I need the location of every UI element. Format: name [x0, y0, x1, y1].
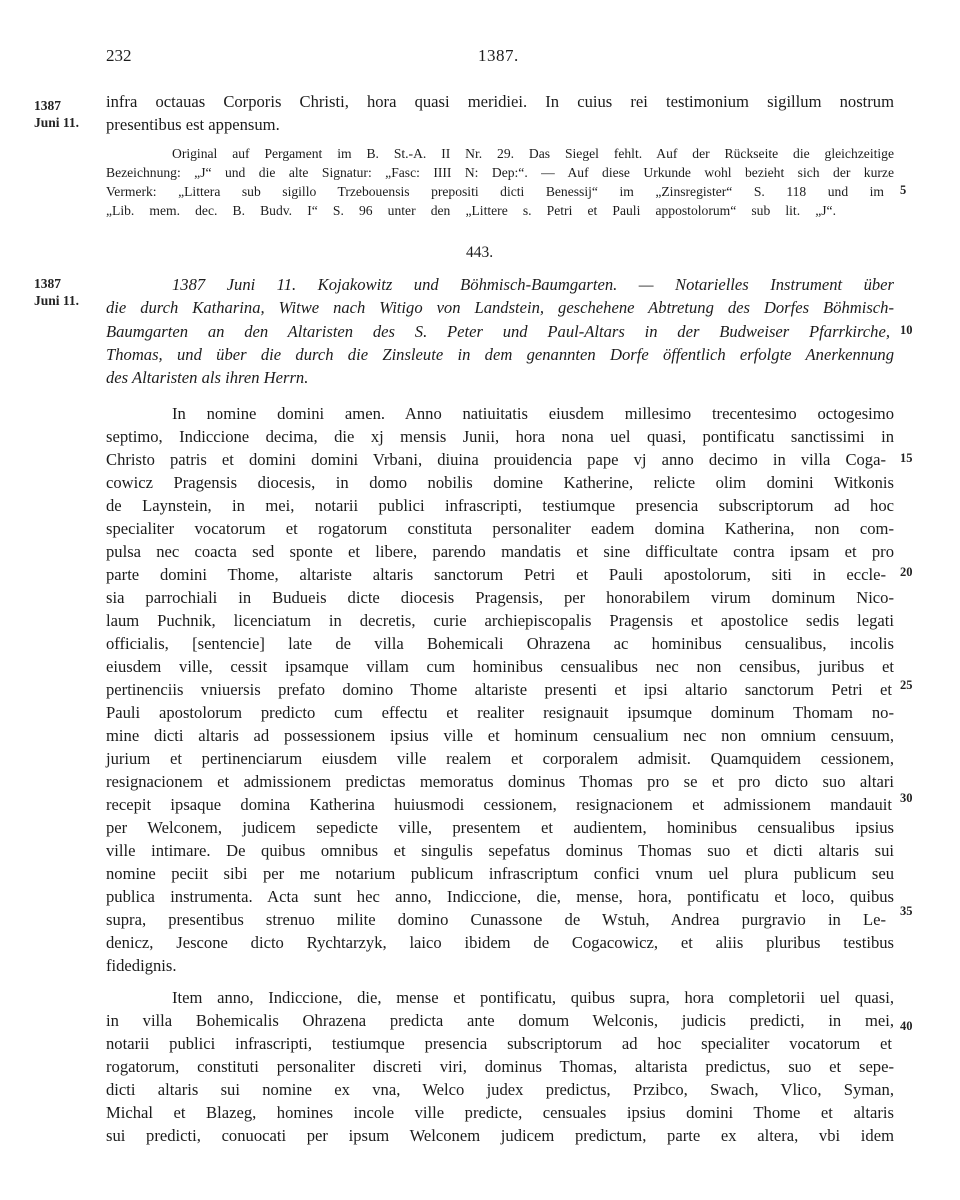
body-line: pulsa nec coacta sed sponte et libere, parendo mandatis et sine difficultate contra ipsam et pro [106, 542, 894, 561]
body-line: laum Puchnik, licenciatum in decretis, curie archiepiscopalis Pragensis et apostolice sedis legati [106, 611, 894, 630]
note-line: Original auf Pergament im B. St.-A. II Nr. 29. Das Siegel fehlt. Auf der Rückseite die gleichzeitige [172, 146, 894, 161]
margin-day: Juni 11. [34, 293, 80, 308]
body-line: Christo patris et domini domini Vrbani, diuina prouidencia pape vj anno decimo in villa Coga- [106, 450, 886, 469]
line-number: 15 [900, 451, 913, 465]
body-line: denicz, Jescone dicto Rychtarzyk, laico ibidem de Cogacowicz, et aliis pluribus testibus [106, 933, 894, 952]
line-number: 30 [900, 791, 913, 805]
note-line: Vermerk: „Littera sub sigillo Trzebouensis prepositi dicti Benessij“ im „Zinsregister“ S. 118 und im [106, 184, 884, 199]
body-line: in villa Bohemicalis Ohrazena predicta ante domum Welconis, judicis predicti, in mei, [106, 1011, 894, 1030]
body-line: In nomine domini amen. Anno natiuitatis eiusdem millesimo trecentesimo octogesimo [172, 404, 894, 423]
line-number: 10 [900, 323, 913, 337]
body-line: rogatorum, constituti personaliter discreti viri, dominus Thomas, altarista predictus, suo et sepe- [106, 1057, 894, 1076]
body-line: septimo, Indiccione decima, die xj mensis Junii, hora nona uel quasi, pontificatu sanctissimi in [106, 427, 894, 446]
line-number: 25 [900, 678, 913, 692]
body-line: mine dicti altaris ad possessionem ipsius ville et hominum censualium nec non omnium censuum, [106, 726, 894, 745]
body-line: nomine peciit sibi per me notarium publicum infrascriptum confici vnum uel plura publicum seu [106, 864, 894, 883]
body-line: ville intimare. De quibus omnibus et singulis sepefatus dominus Thomas suo et dicti altaris sui [106, 841, 894, 860]
body-line: eiusdem ville, cessit ipsamque villam cum hominibus censualibus nec non censibus, juribus et [106, 657, 894, 676]
body-line: notarii publici infrascripti, testiumque presencia subscriptorum ad hoc specialiter vocatorum et [106, 1034, 892, 1053]
body-line: parte domini Thome, altariste altaris sanctorum Petri et Pauli apostolorum, siti in eccle- [106, 565, 886, 584]
body-line: Michal et Blazeg, homines incole ville predicte, censuales ipsius domini Thome et altaris [106, 1103, 894, 1122]
body-line: pertinenciis vniuersis prefato domino Thome altariste presenti et ipsi altario sanctorum Petri et [106, 680, 892, 699]
body-line: cowicz Pragensis diocesis, in domo nobilis domine Katherine, relicte olim domini Witkonis [106, 473, 894, 492]
line-number: 5 [900, 183, 907, 197]
body-line: sui predicti, conuocati per ipsum Welconem judicem predictum, parte ex altera, vbi idem [106, 1126, 894, 1145]
intro-line: presentibus est appensum. [106, 115, 280, 134]
body-line: jurium et pertinenciarum eiusdem ville realem et corporalem admisit. Quamquidem cessionem, [106, 749, 894, 768]
line-number: 40 [900, 1019, 913, 1033]
line-number: 35 [900, 904, 913, 918]
margin-date-2 [34, 275, 79, 309]
body-line: resignacionem et admissionem predictas memoratus dominus Thomas pro se et pro dicto suo altari [106, 772, 894, 791]
page-number: 232 [106, 46, 132, 65]
summary-line: die durch Katharina, Witwe nach Witigo von Landstein, geschehene Abtretung des Dorfes Böhmisch- [106, 298, 894, 317]
summary-line: des Altaristen als ihren Herrn. [106, 368, 309, 387]
margin-year: 1387 [34, 276, 61, 291]
body-line: Pauli apostolorum predicto cum effectu et realiter resignauit ipsumque dominum Thomam no- [106, 703, 894, 722]
body-line: Item anno, Indiccione, die, mense et pontificatu, quibus supra, hora completorii uel quasi, [172, 988, 894, 1007]
body-line: officialis, [sentencie] late de villa Bohemicali Ohrazena ac hominibus censualibus, incolis [106, 634, 894, 653]
body-line: recepit ipsaque domina Katherina huiusmodi cessionem, resignacionem et admissionem mandauit [106, 795, 892, 814]
intro-line: infra octauas Corporis Christi, hora quasi meridiei. In cuius rei testimonium sigillum nostrum [106, 92, 894, 111]
body-line: fidedignis. [106, 956, 177, 975]
body-line: sia parrochiali in Budueis dicte diocesis Pragensis, per honorabilem virum dominum Nico- [106, 588, 894, 607]
body-line: specialiter vocatorum et rogatorum constituta personaliter eadem domina Katherina, non com- [106, 519, 894, 538]
body-line: supra, presentibus strenuo milite domino Cunassone de Wstuh, Andrea purgravio in Le- [106, 910, 886, 929]
summary-line: Baumgarten an den Altaristen des S. Peter und Paul-Altars in der Budweiser Pfarrkirche, [106, 322, 890, 341]
body-line: publica instrumenta. Acta sunt hec anno, Indiccione, die, mense, hora, pontificatu et loco, quibus [106, 887, 894, 906]
margin-date-1 [34, 97, 79, 131]
body-line: dicti altaris sui nomine ex vna, Welco judex predictus, Przibco, Swach, Vlico, Syman, [106, 1080, 894, 1099]
running-head: 1387. [478, 46, 519, 65]
body-line: de Laynstein, in mei, notarii publici infrascripti, testiumque presencia subscriptorum ad hoc [106, 496, 894, 515]
summary-line: 1387 Juni 11. Kojakowitz und Böhmisch-Baumgarten. — Notarielles Instrument über [172, 275, 894, 294]
line-number: 20 [900, 565, 913, 579]
note-line: Bezeichnung: „J“ und die alte Signatur: „Fasc: IIII N: Dep:“. — Auf diese Urkunde wohl bezieht sich der kurze [106, 165, 894, 180]
document-number: 443. [466, 244, 494, 261]
margin-day: Juni 11. [34, 115, 80, 130]
body-line: per Welconem, judicem sepedicte ville, presentem et audientem, hominibus censualibus ipsius [106, 818, 894, 837]
margin-year: 1387 [34, 98, 61, 113]
note-line: „Lib. mem. dec. B. Budv. I“ S. 96 unter den „Littere s. Petri et Pauli appostolorum“ sub lit. „J“. [106, 203, 836, 218]
summary-line: Thomas, und über die durch die Zinsleute in dem genannten Dorfe öffentlich erfolgte Anerkennung [106, 345, 894, 364]
